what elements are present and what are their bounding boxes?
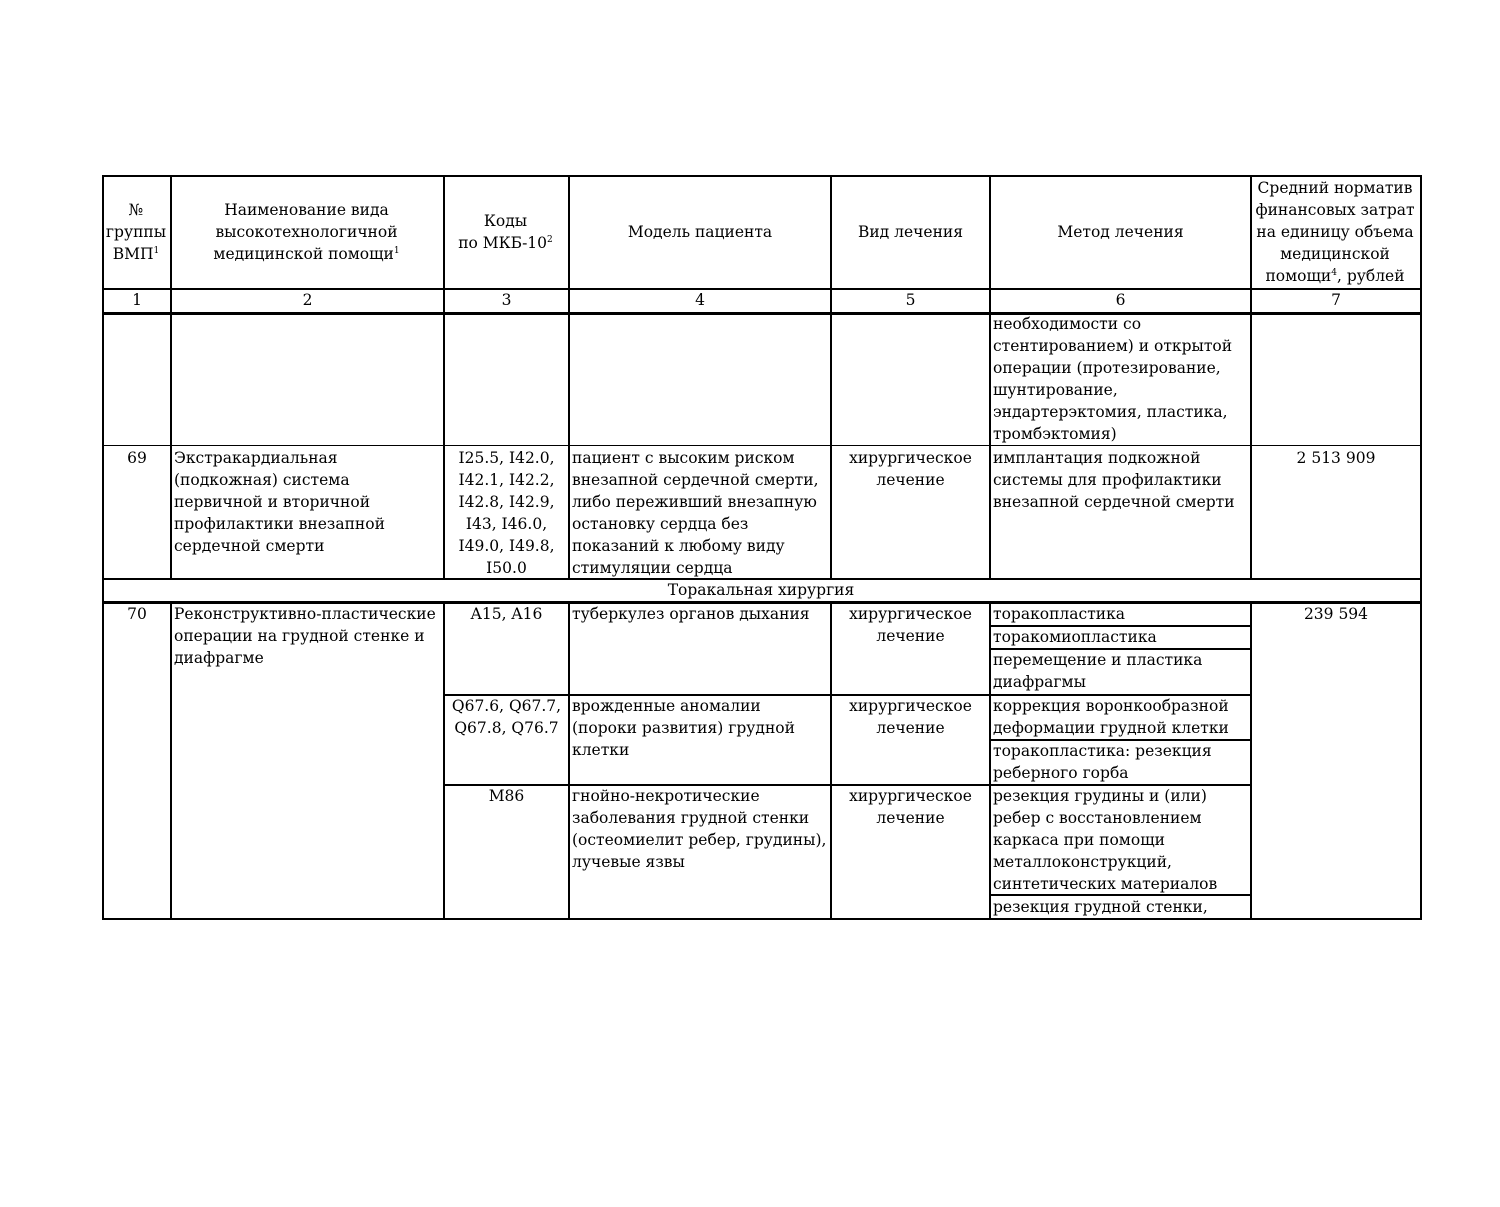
icd-codes: I42.8, I42.9,	[458, 493, 555, 511]
treatment-method: резекция грудины и (или)	[993, 787, 1207, 805]
patient-model: клетки	[572, 741, 630, 759]
patient-model: врожденные аномалии	[572, 697, 761, 715]
vmp-name: Экстракардиальная	[174, 449, 338, 467]
header-vmp-name: медицинской помощи$^1$	[213, 245, 400, 263]
treatment-type: хирургическое	[849, 787, 972, 805]
patient-model: показаний к любому виду	[572, 537, 785, 555]
treatment-method: металлоконструкций,	[993, 853, 1172, 871]
icd-codes: I50.0	[486, 559, 527, 577]
treatment-method: торакомиопластика	[993, 628, 1157, 646]
treatment-method: каркаса при помощи	[993, 831, 1165, 849]
table-border	[443, 175, 445, 578]
treatment-method: торакопластика	[993, 605, 1126, 623]
column-number: 5	[905, 291, 916, 309]
table-border	[102, 175, 104, 920]
table-border	[443, 601, 445, 918]
method-text-continued: необходимости со	[993, 315, 1142, 333]
treatment-method: синтетических материалов	[993, 875, 1218, 893]
treatment-method: деформации грудной клетки	[993, 719, 1229, 737]
treatment-type: лечение	[876, 719, 945, 737]
vmp-name: профилактики внезапной	[174, 515, 385, 533]
vmp-name: первичной и вторичной	[174, 493, 371, 511]
vmp-name: диафрагме	[174, 649, 264, 667]
table-border	[443, 694, 1250, 696]
treatment-method: резекция грудной стенки,	[993, 898, 1208, 916]
treatment-method: перемещение и пластика	[993, 651, 1203, 669]
table-border	[443, 784, 1250, 786]
header-group-number: №	[128, 201, 144, 219]
footnote-marker: 4	[1331, 268, 1337, 278]
column-number: 1	[132, 291, 142, 309]
icd-codes: M86	[488, 787, 525, 805]
treatment-method: торакопластика: резекция	[993, 742, 1212, 760]
group-number: 69	[127, 449, 147, 467]
table-border	[989, 625, 1250, 627]
method-text-continued: операции (протезирование,	[993, 359, 1221, 377]
treatment-method: имплантация подкожной	[993, 449, 1201, 467]
header-vmp-name: Наименование вида	[224, 201, 389, 219]
cost-value: 239 594	[1303, 605, 1369, 623]
patient-model: либо переживший внезапную	[572, 493, 817, 511]
group-number: 70	[127, 605, 147, 623]
treatment-method: внезапной сердечной смерти	[993, 493, 1235, 511]
header-cost-standard: помощи$^4$, рублей	[1265, 267, 1405, 285]
table-border	[102, 175, 1420, 177]
icd-codes: I43, I46.0,	[465, 515, 548, 533]
treatment-method: коррекция воронкообразной	[993, 697, 1229, 715]
table-border	[170, 175, 172, 578]
treatment-type: хирургическое	[849, 449, 972, 467]
footnote-marker: 2	[547, 235, 553, 245]
icd-codes: I49.0, I49.8,	[458, 537, 555, 555]
patient-model: заболевания грудной стенки	[572, 809, 810, 827]
treatment-method: системы для профилактики	[993, 471, 1222, 489]
patient-model: внезапной сердечной смерти,	[572, 471, 819, 489]
table-border	[989, 601, 991, 918]
vmp-name: сердечной смерти	[174, 537, 325, 555]
column-number: 2	[302, 291, 313, 309]
table-border	[170, 601, 172, 918]
footnote-marker: 1	[153, 246, 160, 256]
treatment-method: диафрагмы	[993, 673, 1086, 691]
header-patient-model: Модель пациента	[627, 223, 773, 241]
header-treatment-type: Вид лечения	[857, 223, 964, 241]
column-number: 6	[1115, 291, 1126, 309]
table-border	[568, 601, 570, 918]
table-border	[102, 578, 1420, 580]
table-border	[830, 175, 832, 578]
treatment-type: лечение	[876, 809, 945, 827]
method-text-continued: тромбэктомия)	[993, 425, 1117, 443]
icd-codes: Q67.8, Q76.7	[454, 719, 559, 737]
header-cost-standard: Средний норматив	[1257, 179, 1413, 197]
section-title: Торакальная хирургия	[667, 581, 855, 599]
table-border	[102, 288, 1420, 290]
patient-model: стимуляции сердца	[572, 559, 733, 577]
icd-codes: I25.5, I42.0,	[458, 449, 555, 467]
patient-model: (остеомиелит ребер, грудины),	[572, 831, 827, 849]
patient-model: лучевые язвы	[572, 853, 685, 871]
treatment-type: лечение	[876, 471, 945, 489]
header-cost-standard: медицинской	[1280, 245, 1390, 263]
patient-model: туберкулез органов дыхания	[572, 605, 810, 623]
icd-codes: Q67.6, Q67.7,	[451, 697, 562, 715]
table-border	[1420, 175, 1422, 920]
method-text-continued: эндартерэктомия, пластика,	[993, 403, 1228, 421]
vmp-name: Реконструктивно-пластические	[174, 605, 436, 623]
vmp-name: операции на грудной стенке и	[174, 627, 425, 645]
header-icd-codes: Коды	[483, 212, 528, 230]
table-border	[1250, 601, 1252, 918]
table-border	[102, 601, 1420, 604]
treatment-method: реберного горба	[993, 764, 1129, 782]
patient-model: гнойно-некротические	[572, 787, 760, 805]
table-border	[989, 175, 991, 578]
header-group-number: ВМП$^1$	[112, 245, 160, 263]
table-border	[830, 601, 832, 918]
patient-model: (пороки развития) грудной	[572, 719, 795, 737]
table-border	[102, 918, 1420, 920]
column-number: 3	[501, 291, 512, 309]
patient-model: остановку сердца без	[572, 515, 749, 533]
table-border	[1250, 175, 1252, 578]
header-icd-codes: по МКБ-$10^2$	[458, 234, 553, 252]
treatment-method: ребер с восстановлением	[993, 809, 1202, 827]
header-treatment-method: Метод лечения	[1057, 223, 1184, 241]
method-text-continued: стентированием) и открытой	[993, 337, 1233, 355]
column-number: 7	[1331, 291, 1341, 309]
column-number: 4	[695, 291, 705, 309]
footnote-marker: 1	[393, 246, 400, 256]
method-text-continued: шунтирование,	[993, 381, 1118, 399]
treatment-type: лечение	[876, 627, 945, 645]
header-cost-standard: финансовых затрат	[1255, 201, 1415, 219]
table-border	[102, 445, 1420, 446]
treatment-type: хирургическое	[849, 697, 972, 715]
table-border	[989, 894, 1250, 896]
header-cost-standard: на единицу объема	[1256, 223, 1414, 241]
cost-value: 2 513 909	[1296, 449, 1376, 467]
table-border	[989, 648, 1250, 650]
icd-codes: I42.1, I42.2,	[458, 471, 555, 489]
icd-codes: A15, A16	[470, 605, 543, 623]
header-group-number: группы	[105, 223, 167, 241]
treatment-type: хирургическое	[849, 605, 972, 623]
header-vmp-name: высокотехнологичной	[215, 223, 398, 241]
table-border	[568, 175, 570, 578]
patient-model: пациент с высоким риском	[572, 449, 795, 467]
table-border	[989, 739, 1250, 741]
vmp-name: (подкожная) система	[174, 471, 350, 489]
table-border	[102, 312, 1420, 315]
